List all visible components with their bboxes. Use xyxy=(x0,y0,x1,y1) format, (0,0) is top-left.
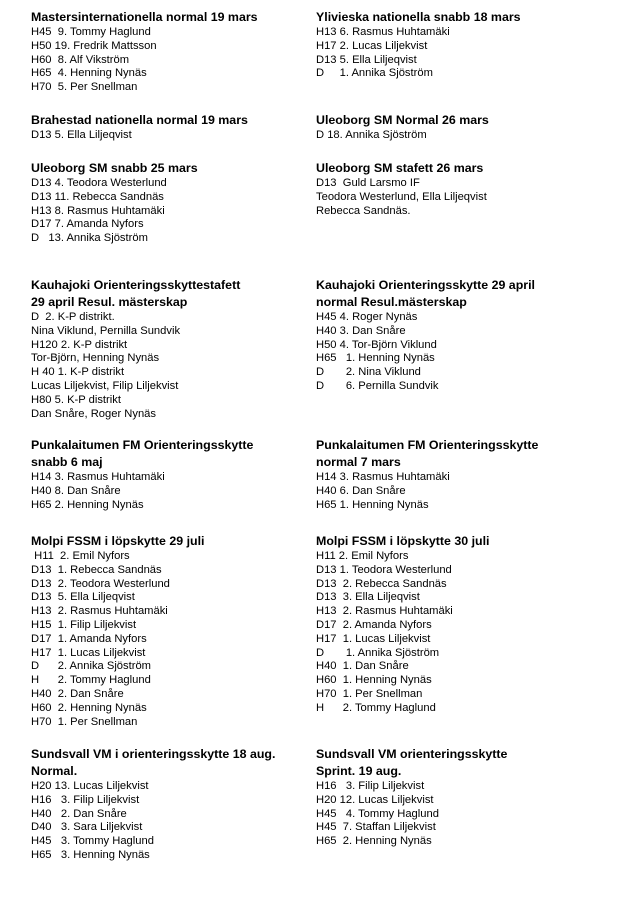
result-line: H16 3. Filip Liljekvist xyxy=(316,780,425,792)
result-block-brahestad-normal-19-mars xyxy=(31,112,248,143)
result-line: H40 2. Dan Snåre xyxy=(31,807,127,820)
result-line: Tor-Björn, Henning Nynäs xyxy=(31,352,160,365)
event-title: Sundsvall VM orienteringsskytte xyxy=(316,747,508,761)
result-line: H65 1. Henning Nynäs xyxy=(316,352,435,365)
result-line: D17 7. Amanda Nyfors xyxy=(31,218,144,231)
result-line: Nina Viklund, Pernilla Sundvik xyxy=(31,324,181,337)
result-line: H17 1. Lucas Liljekvist xyxy=(316,632,431,645)
event-title: Mastersinternationella normal 19 mars xyxy=(31,10,258,24)
result-line: H20 13. Lucas Liljekvist xyxy=(31,780,149,792)
result-line: D 2. K-P distrikt. xyxy=(31,311,115,323)
event-title: Punkalaitumen FM Orienteringsskytte xyxy=(316,438,539,452)
event-title: Molpi FSSM i löpskytte 29 juli xyxy=(31,534,205,548)
result-line: H65 4. Henning Nynäs xyxy=(31,67,147,80)
event-title: normal Resul.mästerskap xyxy=(316,295,467,309)
result-line: H45 4. Tommy Haglund xyxy=(316,807,439,820)
result-line: H14 3. Rasmus Huhtamäki xyxy=(316,471,450,483)
result-line: H60 2. Henning Nynäs xyxy=(31,701,147,714)
result-line: H20 12. Lucas Liljekvist xyxy=(316,793,434,806)
result-line: H11 2. Emil Nyfors xyxy=(316,550,409,562)
result-line: Rebecca Sandnäs. xyxy=(316,204,411,217)
result-line: D 13. Annika Sjöström xyxy=(31,232,148,245)
result-line: H65 2. Henning Nynäs xyxy=(31,498,144,511)
result-line: H40 3. Dan Snåre xyxy=(316,324,406,337)
result-line: H60 1. Henning Nynäs xyxy=(316,674,432,687)
result-line: D13 2. Teodora Westerlund xyxy=(31,577,170,590)
result-line: H40 8. Dan Snåre xyxy=(31,484,121,497)
result-line: H45 3. Tommy Haglund xyxy=(31,835,154,848)
result-line: H65 1. Henning Nynäs xyxy=(316,498,429,511)
event-title: 29 april Resul. mästerskap xyxy=(31,295,188,309)
result-line: H13 6. Rasmus Huhtamäki xyxy=(316,26,450,38)
event-title: Sprint. 19 aug. xyxy=(316,764,402,778)
event-title: Kauhajoki Orienteringsskyttestafett xyxy=(31,278,241,292)
event-title: Kauhajoki Orienteringsskytte 29 april xyxy=(316,278,535,292)
result-line: H60 8. Alf Vikström xyxy=(31,53,130,66)
result-line: D 18. Annika Sjöström xyxy=(316,129,427,141)
result-line: H14 3. Rasmus Huhtamäki xyxy=(31,471,165,483)
result-line: H50 4. Tor-Björn Viklund xyxy=(316,338,437,351)
result-line: D17 2. Amanda Nyfors xyxy=(316,618,432,631)
result-line: H70 1. Per Snellman xyxy=(316,687,423,700)
result-line: H45 7. Staffan Liljekvist xyxy=(316,821,436,834)
result-line: D13 2. Rebecca Sandnäs xyxy=(316,577,447,590)
result-line: D13 4. Teodora Westerlund xyxy=(31,177,167,189)
result-line: D13 Guld Larsmo IF xyxy=(316,177,420,189)
event-title: Sundsvall VM i orienteringsskytte 18 aug. xyxy=(31,747,276,761)
result-line: D13 5. Ella Liljeqvist xyxy=(316,53,417,66)
result-line: D13 11. Rebecca Sandnäs xyxy=(31,190,164,203)
event-title: Molpi FSSM i löpskytte 30 juli xyxy=(316,534,490,548)
result-line: H 40 1. K-P distrikt xyxy=(31,366,125,379)
result-line: D 2. Nina Viklund xyxy=(316,366,421,379)
result-block-uleoborg-sm-normal-26-mars xyxy=(316,112,489,143)
result-line: H70 1. Per Snellman xyxy=(31,715,138,728)
result-block-molpi-fssm-29-juli xyxy=(31,533,205,729)
result-block-uleoborg-sm-snabb-25-mars xyxy=(31,160,198,246)
result-line: H 2. Tommy Haglund xyxy=(31,674,151,687)
result-block-punkalaitumen-snabb-6-maj xyxy=(31,437,253,512)
event-title: Uleoborg SM snabb 25 mars xyxy=(31,161,198,175)
result-line: H17 1. Lucas Liljekvist xyxy=(31,646,146,659)
result-line: H 2. Tommy Haglund xyxy=(316,701,436,714)
event-title: snabb 6 maj xyxy=(31,455,103,469)
result-line: H40 1. Dan Snåre xyxy=(316,660,409,673)
event-title: Punkalaitumen FM Orienteringsskytte xyxy=(31,438,254,452)
result-line: H45 9. Tommy Haglund xyxy=(31,26,151,38)
event-title: normal 7 mars xyxy=(316,455,401,469)
result-line: D40 3. Sara Liljekvist xyxy=(31,821,143,834)
result-block-molpi-fssm-30-juli xyxy=(316,533,490,716)
result-line: H40 6. Dan Snåre xyxy=(316,484,406,497)
result-line: H80 5. K-P distrikt xyxy=(31,393,121,406)
result-line: D 1. Annika Sjöström xyxy=(316,67,433,80)
result-line: D13 5. Ella Liljeqvist xyxy=(31,591,135,604)
result-line: D 1. Annika Sjöström xyxy=(316,646,440,659)
event-title: Brahestad nationella normal 19 mars xyxy=(31,113,248,127)
result-line: H50 19. Fredrik Mattsson xyxy=(31,39,157,52)
result-block-kauhajoki-normal-29-april xyxy=(316,277,535,394)
result-line: H13 2. Rasmus Huhtamäki xyxy=(316,605,453,618)
result-block-kauhajoki-stafett-29-april xyxy=(31,277,240,421)
event-title: Normal. xyxy=(31,764,78,778)
result-line: H17 2. Lucas Liljekvist xyxy=(316,39,428,52)
result-line: Lucas Liljekvist, Filip Liljekvist xyxy=(31,379,179,392)
result-line: H13 2. Rasmus Huhtamäki xyxy=(31,605,168,618)
result-block-uleoborg-sm-stafett-26-mars xyxy=(316,160,487,218)
result-block-sundsvall-vm-normal-18-aug xyxy=(31,746,275,863)
result-line: H13 8. Rasmus Huhtamäki xyxy=(31,204,165,217)
result-line: Teodora Westerlund, Ella Liljeqvist xyxy=(316,190,487,203)
result-line: D 6. Pernilla Sundvik xyxy=(316,379,439,392)
result-line: D13 1. Rebecca Sandnäs xyxy=(31,563,162,576)
event-title: Ylivieska nationella snabb 18 mars xyxy=(316,10,521,24)
result-block-punkalaitumen-normal-7-mars xyxy=(316,437,538,512)
result-line: D13 5. Ella Liljeqvist xyxy=(31,129,132,141)
result-line: Dan Snåre, Roger Nynäs xyxy=(31,407,156,420)
result-line: H15 1. Filip Liljekvist xyxy=(31,618,137,631)
result-line: D13 1. Teodora Westerlund xyxy=(316,563,452,576)
result-line: H65 2. Henning Nynäs xyxy=(316,835,432,848)
result-line: H70 5. Per Snellman xyxy=(31,81,138,94)
result-line: H40 2. Dan Snåre xyxy=(31,687,124,700)
result-line: H16 3. Filip Liljekvist xyxy=(31,793,140,806)
result-line: H45 4. Roger Nynäs xyxy=(316,311,418,323)
result-line: D13 3. Ella Liljeqvist xyxy=(316,591,420,604)
result-line: H11 2. Emil Nyfors xyxy=(31,550,130,562)
result-block-ylivieska-snabb-18-mars xyxy=(316,9,521,81)
result-block-masters-normal-19-mars xyxy=(31,9,258,95)
result-line: D17 1. Amanda Nyfors xyxy=(31,632,147,645)
result-block-sundsvall-vm-sprint-19-aug xyxy=(316,746,507,849)
event-title: Uleoborg SM stafett 26 mars xyxy=(316,161,484,175)
result-line: D 2. Annika Sjöström xyxy=(31,660,152,673)
result-line: H65 3. Henning Nynäs xyxy=(31,848,150,861)
event-title: Uleoborg SM Normal 26 mars xyxy=(316,113,489,127)
result-line: H120 2. K-P distrikt xyxy=(31,338,128,351)
